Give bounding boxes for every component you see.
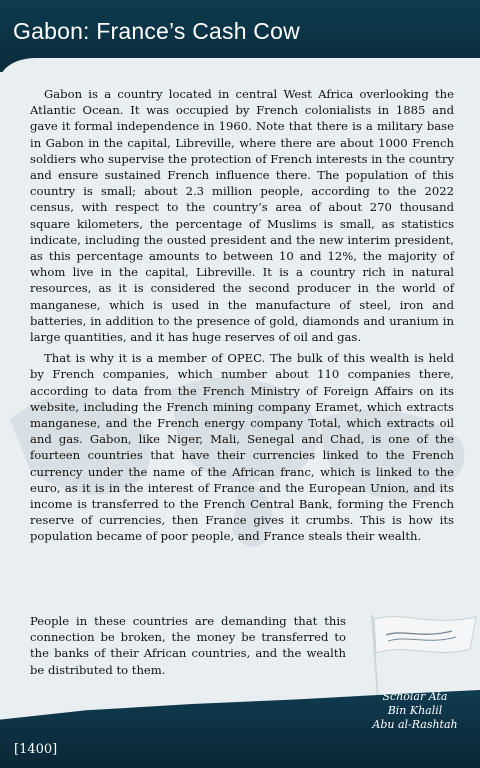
author-line-2: Bin Khalil [387, 704, 443, 717]
author-signature [356, 690, 474, 732]
article-paragraph-1: Gabon is a country located in central West Africa overlooking the Atlantic Ocean. It was occupied by French colonialists in 1885 and gave it formal independence in 1960. Note that there is a military base in Gabon in the capital, Libreville, where there are about 1000 French soldiers who supervise the protection of French interests in the country and ensure sustained French influence there. The population of this country is small; about 2.3 million people, according to the 2022 census, with respect to the country’s area of about 270 thousand square kilometers, the percentage of Muslims is small, as statistics indicate, including the ousted president and the new interim president, as this percentage amounts to between 10 and 12%, the majority of whom live in the capital, Libreville. It is a country rich in natural resources, as it is considered the second producer in the world of manganese, which is used in the manufacture of steel, iron and batteries, in addition to the presence of gold, diamonds and uranium in large quantities, and it has huge reserves of oil and gas. [30, 87, 454, 345]
article-paragraph-2: That is why it is a member of OPEC. The bulk of this wealth is held by French companies, which number about 110 companies there, according to data from the French Ministry of Foreign Affairs on its website, including the French mining company Eramet, which extracts manganese, and the French energy company Total, which extracts oil and gas. Gabon, like Niger, Mali, Senegal and Chad, is one of the fourteen countries that have their currencies linked to the French currency under the name of the African franc, which is linked to the euro, as it is in the interest of France and the European Union, and its income is transferred to the French Central Bank, forming the French reserve of currencies, then France gives it crumbs. This is how its population became of poor people, and France steals their wealth. [30, 351, 454, 544]
header-curve [0, 58, 480, 88]
page-number: [1400] [14, 742, 58, 757]
author-line-3: Abu al-Rashtah [372, 718, 458, 731]
article-closing: People in these countries are demanding that this connection be broken, the money be transferred to the banks of their African countries, and the wealth be distributed to them. [30, 614, 346, 677]
page-title: Gabon: France’s Cash Cow [13, 18, 300, 44]
author-line-1: Scholar Ata [382, 690, 448, 703]
article-body [30, 86, 454, 550]
